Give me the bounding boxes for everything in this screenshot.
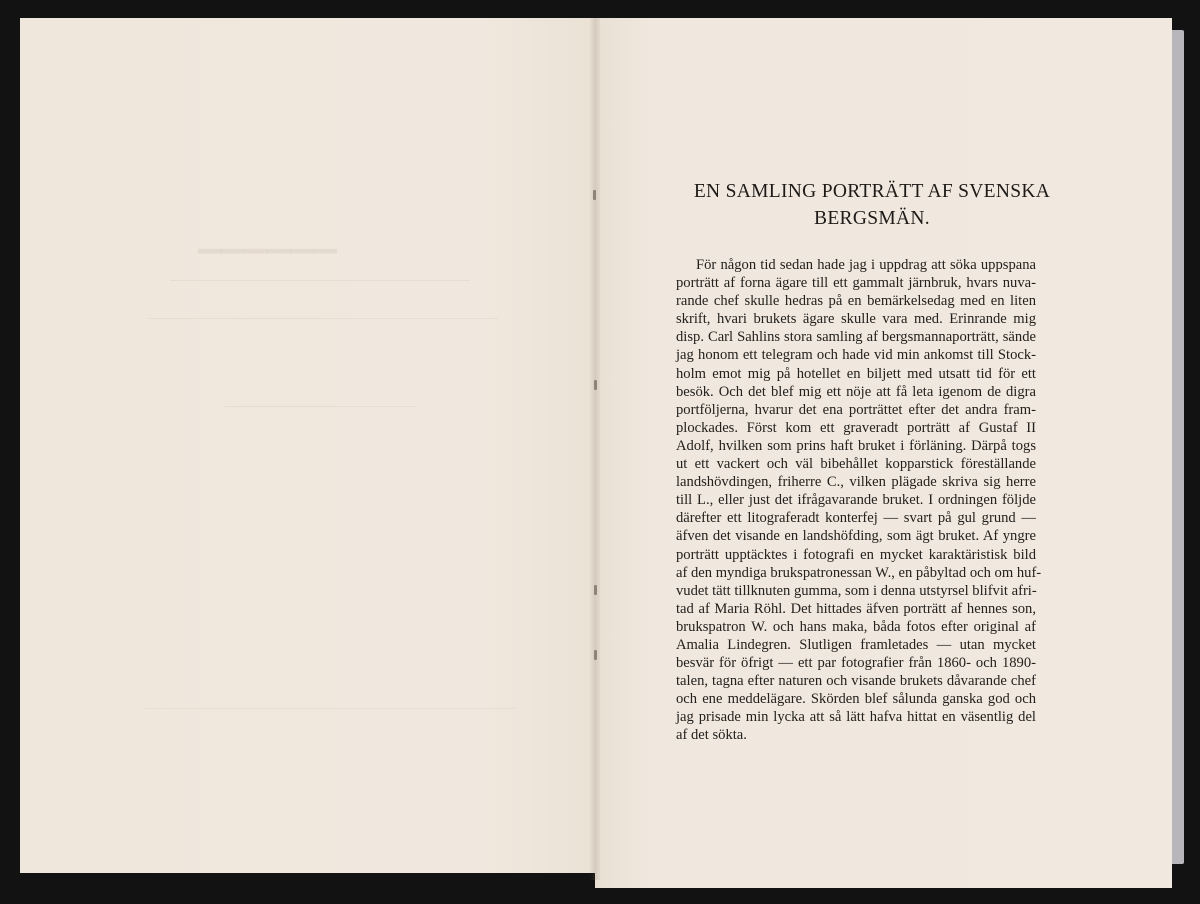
body-line: disp. Carl Sahlins stora samling af bergsmannaporträtt, sände [676,329,1036,346]
binding-stitch [594,380,597,390]
body-paragraph [676,256,1042,745]
body-line: brukspatron W. och hans maka, båda fotos efter original af [676,618,1036,635]
body-line: därefter ett litograferadt konterfej — svart på gul grund — [676,510,1036,527]
bleed-through-line [148,318,498,319]
title-line: EN SAMLING PORTRÄTT AF SVENSKA [693,181,1051,202]
binding-stitch [593,190,596,200]
body-line: besvär för öfrigt — ett par fotografier från 1860- och 1890- [676,655,1036,672]
body-line: af det sökta. [676,727,747,744]
body-line: Amalia Lindegren. Slutligen framletades — utan mycket [676,636,1036,653]
left-page [20,18,595,873]
body-line: jag honom ett telegram och hade vid min ankomst till Stock- [676,347,1036,364]
body-line: vudet tätt tillknuten gumma, som i denna utstyrsel blifvit afri- [676,582,1037,599]
body-line: För någon tid sedan hade jag i uppdrag att söka uppspana [696,257,1036,273]
body-line: porträtt af forna ägare till ett gammalt järnbruk, hvars nuva- [676,275,1036,292]
binding-stitch [594,650,597,660]
body-line: Adolf, hvilken som prins haft bruket i förläning. Därpå togs [676,437,1036,454]
bleed-through-ghost-text: ▔▔▔▔▔▔ [198,251,337,284]
binding-stitch [594,585,597,595]
bleed-through-line [170,280,470,281]
body-line: talen, tagna efter naturen och visande brukets dåvarande chef [676,673,1036,690]
body-line: rande chef skulle hedras på en bemärkelsedag med en liten [676,293,1036,310]
body-line: portföljerna, hvarur det ena porträttet efter det andra fram- [676,401,1036,418]
title-line: BERGSMÄN. [814,208,930,229]
bleed-through-line [225,406,415,407]
body-line: plockades. Först kom ett graveradt porträtt af Gustaf II [676,419,1036,436]
body-line: skrift, hvari brukets ägare skulle vara med. Erinrande mig [676,311,1036,328]
bleed-through-line [145,708,515,709]
page-title [632,178,1112,232]
body-line: ut ett vackert och väl bibehållet kopparstick föreställande [676,456,1036,473]
body-line: porträtt upptäcktes i fotografi en mycket karaktäristisk bild [676,546,1036,563]
body-line: holm emot mig på hotellet en biljett med utsatt tid för ett [676,365,1036,382]
book-spine [590,18,600,880]
body-line: och ene meddelägare. Skörden blef sålunda ganska god och [676,691,1036,708]
body-line: af den myndiga brukspatronessan W., en påbyltad och om huf- [676,564,1042,581]
body-line: landshövdingen, friherre C., vilken plägade skriva sig herre [676,474,1036,491]
body-line: äfven det visande en landshöfding, som ägt bruket. Af yngre [676,528,1036,545]
body-line: jag prisade min lycka att så lätt hafva hittat en väsentlig del [676,709,1036,726]
body-line: besök. Och det blef mig ett nöje att få leta igenom de digra [676,383,1036,400]
body-line: till L., eller just det ifrågavarande bruket. I ordningen följde [676,492,1036,509]
body-line: tad af Maria Röhl. Det hittades äfven porträtt af hennes son, [676,600,1036,617]
